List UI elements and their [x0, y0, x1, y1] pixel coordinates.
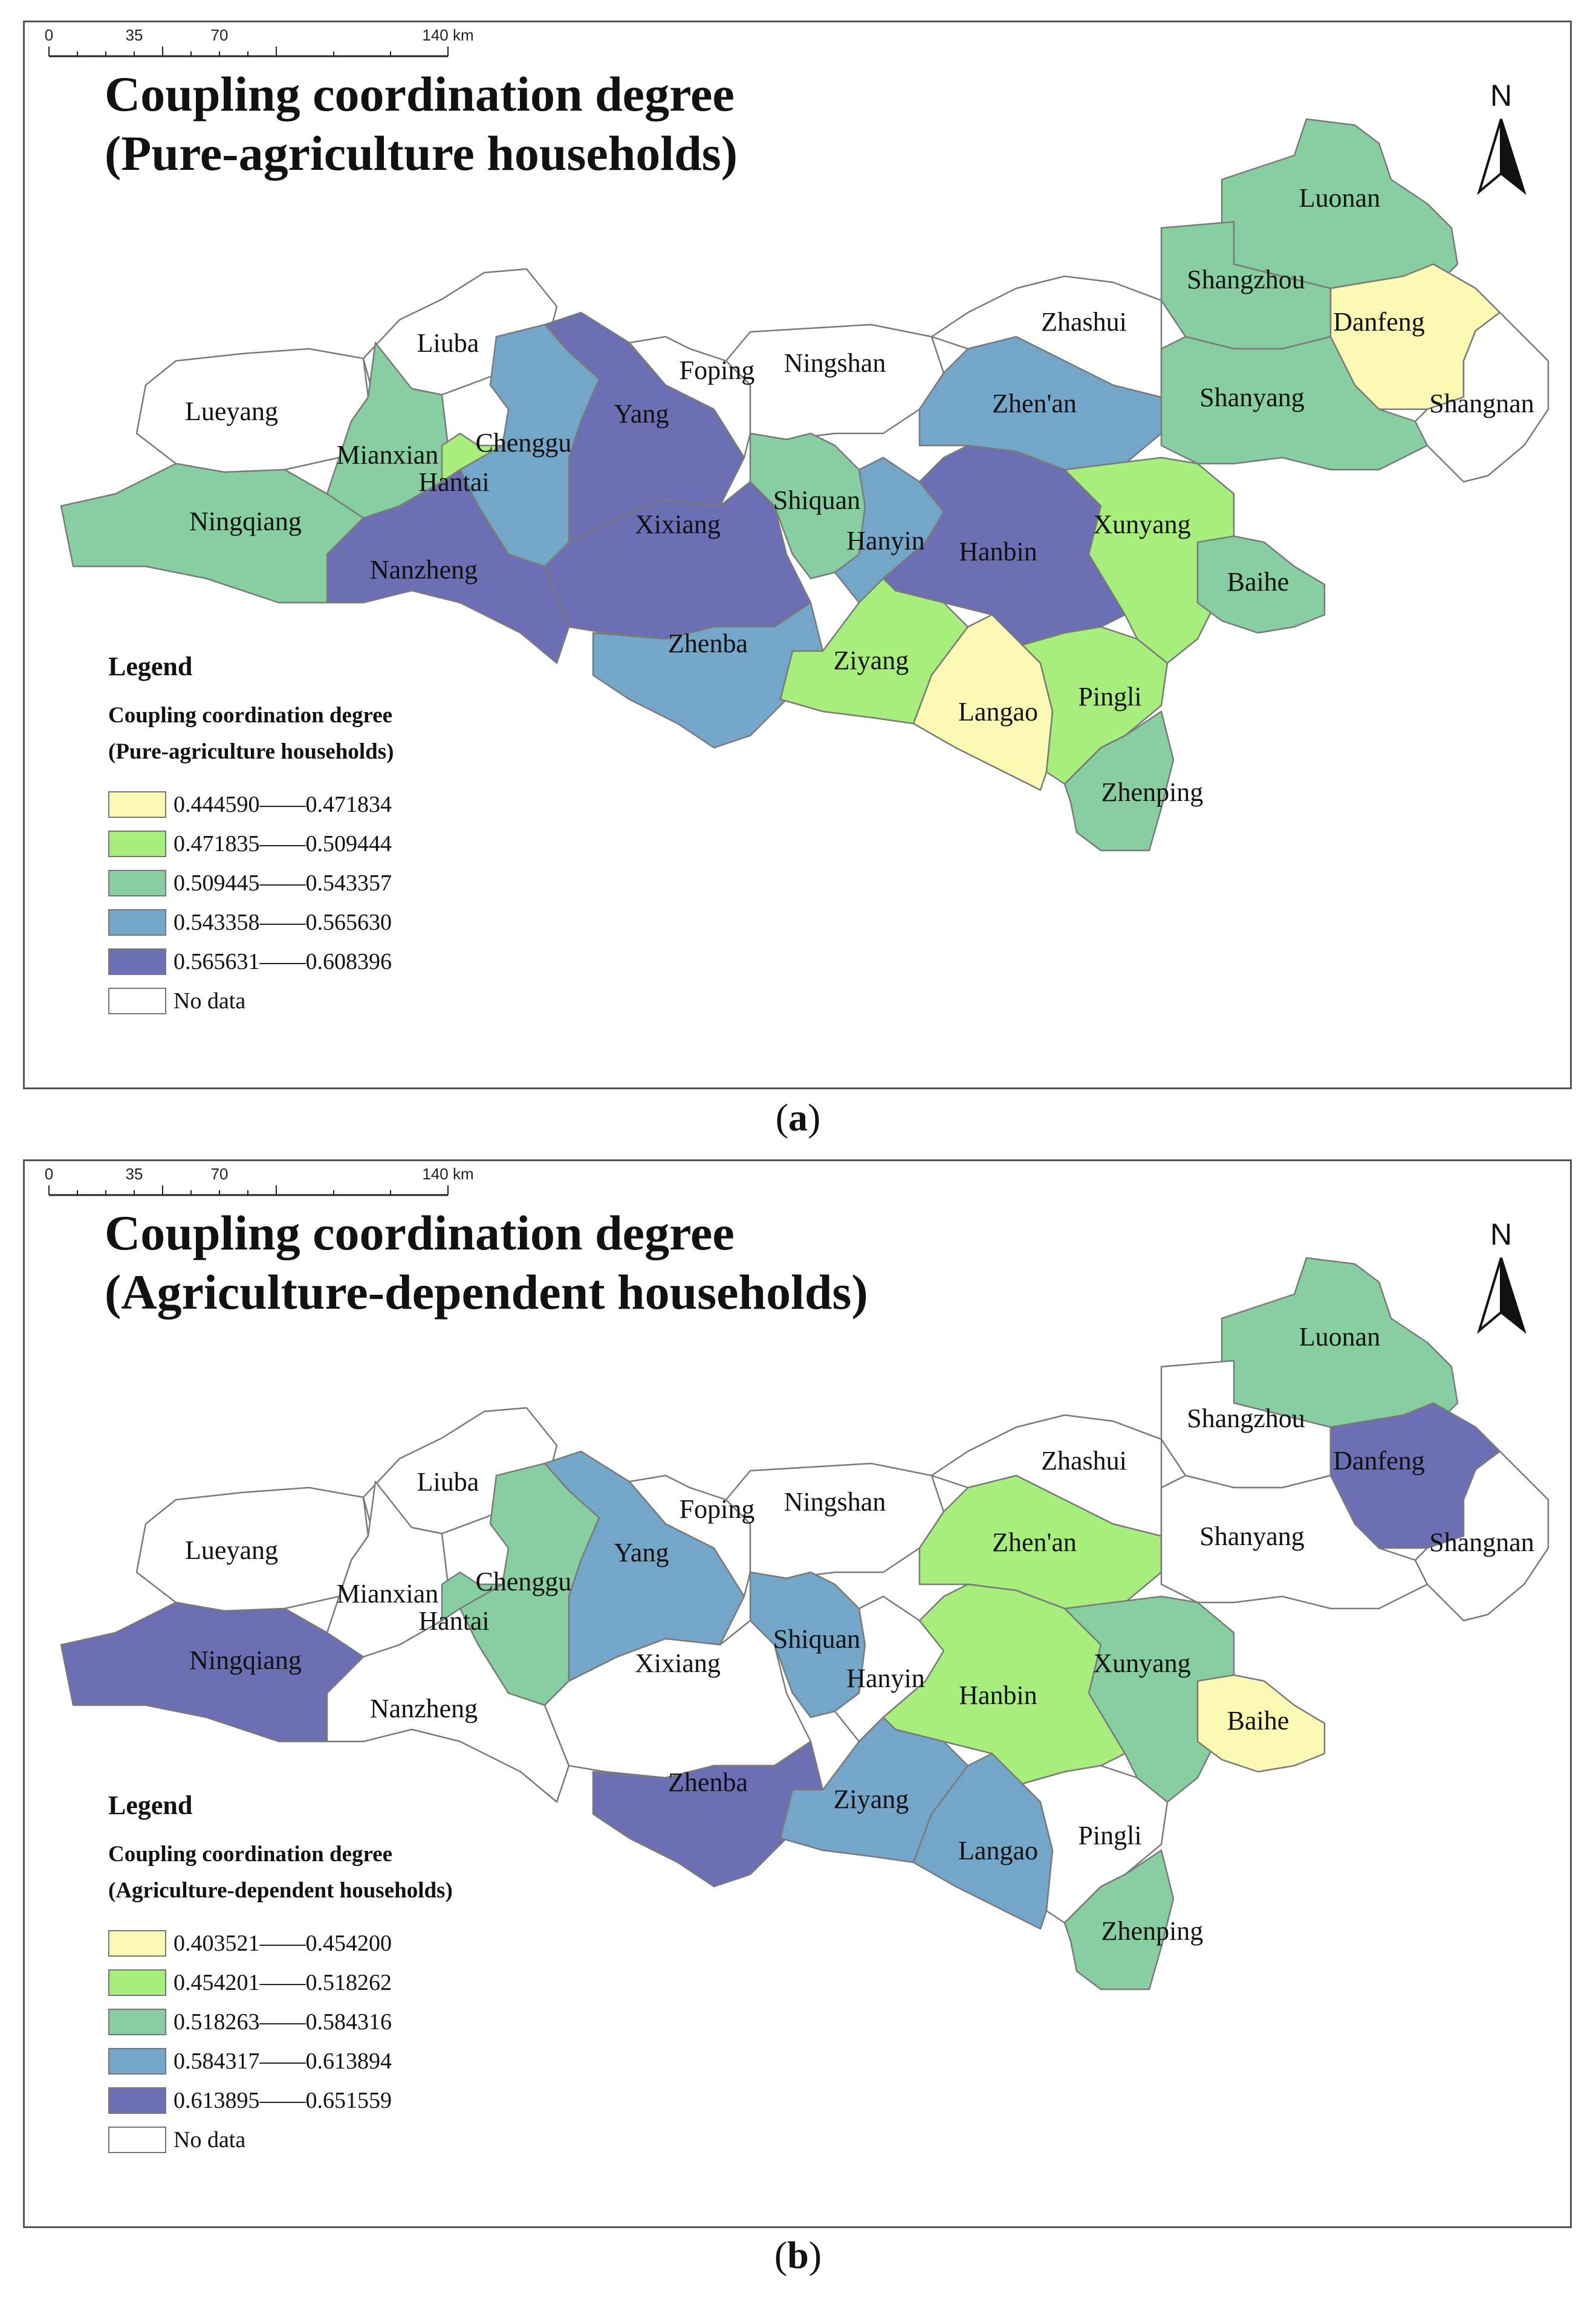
region-label: Hantai	[418, 1606, 490, 1636]
legend-label: No data	[174, 988, 246, 1014]
legend-label: 0.403521——0.454200	[174, 1930, 392, 1956]
region-label: Nanzheng	[369, 1694, 478, 1724]
legend-item	[108, 1963, 453, 2002]
scale-tick-label: 0	[44, 1165, 54, 1183]
legend-label: 0.454201——0.518262	[174, 1969, 392, 1995]
legend	[108, 651, 394, 1020]
region-label: Ningshan	[783, 1487, 886, 1517]
region-label: Zhashui	[1041, 307, 1127, 337]
region-label: Pingli	[1078, 1821, 1142, 1851]
region-label: Xixiang	[635, 510, 721, 540]
scale-tick-label: 70	[210, 26, 229, 44]
region-label: Zhenping	[1101, 1916, 1204, 1946]
legend-item	[108, 942, 394, 981]
legend-swatch	[108, 791, 166, 818]
legend-item	[108, 1923, 453, 1963]
legend-swatch	[108, 870, 166, 896]
region-label: Lueyang	[185, 1535, 278, 1566]
region-label: Langao	[958, 1836, 1038, 1866]
scale-tick-label: 0	[44, 26, 54, 44]
region-label: Hantai	[418, 467, 490, 497]
legend-swatch	[108, 2048, 166, 2075]
region-label: Shangnan	[1429, 1528, 1534, 1558]
region-label: Liuba	[417, 1467, 479, 1497]
panel-label-a: (a)	[775, 1096, 821, 1139]
region-label: Mianxian	[336, 440, 439, 470]
region-label: Hanbin	[959, 1680, 1037, 1711]
region-label: Shanyang	[1199, 383, 1305, 413]
region-ningshan	[726, 1463, 944, 1578]
north-arrow-icon	[1479, 79, 1524, 192]
region-label: Zhen'an	[992, 389, 1077, 419]
legend-label: 0.518263——0.584316	[174, 2009, 392, 2035]
legend-subtitle-line2: (Agriculture-dependent households)	[108, 1878, 453, 1903]
region-label: Baihe	[1227, 567, 1289, 597]
legend-subtitle-line2: (Pure-agriculture households)	[108, 739, 394, 764]
region-label: Luonan	[1299, 1322, 1381, 1352]
scale-tick-label: 35	[125, 26, 143, 44]
region-label: Ningshan	[783, 348, 886, 378]
region-label: Zhenba	[668, 629, 748, 659]
legend-swatch	[108, 909, 166, 936]
region-label: Shiquan	[773, 1624, 861, 1654]
region-label: Pingli	[1078, 682, 1142, 712]
region-label: Luonan	[1299, 183, 1381, 213]
panel-label-b: (b)	[774, 2234, 822, 2276]
legend-label: 0.471835——0.509444	[174, 831, 392, 857]
legend-label: 0.613895——0.651559	[174, 2087, 392, 2113]
legend-swatch	[108, 1969, 166, 1996]
legend-swatch	[108, 831, 166, 857]
legend-subtitle-line1: Coupling coordination degree	[108, 1842, 393, 1867]
region-label: Ningqiang	[189, 507, 302, 537]
scale-bar	[25, 1161, 521, 1204]
legend-label: No data	[174, 2127, 246, 2153]
scale-tick-label: 35	[125, 1165, 143, 1183]
region-label: Ningqiang	[189, 1645, 302, 1676]
region-label: Baihe	[1227, 1706, 1289, 1736]
region-label: Yang	[614, 399, 669, 429]
region-label: Shanyang	[1199, 1521, 1305, 1552]
region-label: Hanbin	[959, 537, 1037, 567]
legend-swatch	[108, 2087, 166, 2114]
scale-bar	[25, 22, 521, 65]
region-label: Shangzhou	[1187, 265, 1305, 295]
region-label: Zhenping	[1101, 777, 1204, 808]
region-label: Zhashui	[1041, 1446, 1127, 1476]
legend-title: Legend	[108, 1790, 193, 1820]
region-label: Yang	[614, 1538, 669, 1568]
legend-item	[108, 2002, 453, 2041]
legend-item	[108, 902, 394, 942]
region-label: Chenggu	[475, 428, 572, 458]
region-label: Shangzhou	[1187, 1404, 1305, 1434]
legend-item	[108, 981, 394, 1020]
legend-swatch	[108, 1930, 166, 1957]
region-label: Ziyang	[833, 1784, 909, 1815]
region-label: Xunyang	[1093, 510, 1191, 540]
region-label: Chenggu	[475, 1567, 572, 1597]
legend-item	[108, 824, 394, 863]
legend-swatch	[108, 2009, 166, 2035]
north-label: N	[1490, 79, 1513, 112]
region-label: Liuba	[417, 328, 479, 358]
legend-swatch	[108, 988, 166, 1014]
map-title-line1: Coupling coordination degree	[105, 66, 735, 121]
map-title-line1: Coupling coordination degree	[105, 1205, 735, 1260]
north-label: N	[1490, 1217, 1513, 1251]
map-panel-a	[23, 21, 1572, 1089]
legend-subtitle-line1: Coupling coordination degree	[108, 703, 393, 728]
legend-label: 0.444590——0.471834	[174, 791, 392, 817]
region-label: Foping	[679, 1494, 755, 1524]
legend-swatch	[108, 2127, 166, 2153]
legend	[108, 1790, 453, 2159]
region-label: Lueyang	[185, 397, 278, 427]
region-label: Danfeng	[1333, 1446, 1425, 1476]
region-label: Xixiang	[635, 1648, 721, 1679]
scale-tick-label: 140 km	[422, 1165, 474, 1183]
legend-swatch	[108, 948, 166, 975]
legend-label: 0.584317——0.613894	[174, 2048, 392, 2074]
legend-item	[108, 2120, 453, 2159]
legend-item	[108, 2081, 453, 2120]
map-title-line2: (Agriculture-dependent households)	[105, 1265, 868, 1320]
region-label: Danfeng	[1333, 307, 1425, 337]
region-label: Langao	[958, 697, 1038, 727]
region-label: Shiquan	[773, 485, 861, 516]
map-panel-b	[23, 1159, 1572, 2228]
map-title-line2: (Pure-agriculture households)	[105, 126, 738, 181]
legend-item	[108, 785, 394, 824]
legend-title: Legend	[108, 652, 193, 681]
region-label: Zhen'an	[992, 1528, 1077, 1558]
region-label: Xunyang	[1093, 1648, 1191, 1679]
legend-label: 0.543358——0.565630	[174, 909, 392, 935]
region-label: Shangnan	[1429, 389, 1534, 419]
region-label: Hanyin	[846, 526, 925, 556]
legend-item	[108, 863, 394, 902]
region-label: Hanyin	[846, 1664, 925, 1694]
region-ningshan	[726, 325, 944, 439]
region-label: Nanzheng	[369, 555, 478, 585]
region-label: Foping	[679, 355, 755, 386]
scale-tick-label: 140 km	[422, 26, 474, 44]
legend-label: 0.509445——0.543357	[174, 870, 392, 896]
region-label: Mianxian	[336, 1579, 439, 1609]
scale-tick-label: 70	[210, 1165, 229, 1183]
legend-item	[108, 2041, 453, 2081]
north-arrow-icon	[1479, 1217, 1524, 1330]
region-label: Ziyang	[833, 646, 909, 676]
region-label: Zhenba	[668, 1767, 748, 1798]
legend-label: 0.565631——0.608396	[174, 948, 392, 974]
